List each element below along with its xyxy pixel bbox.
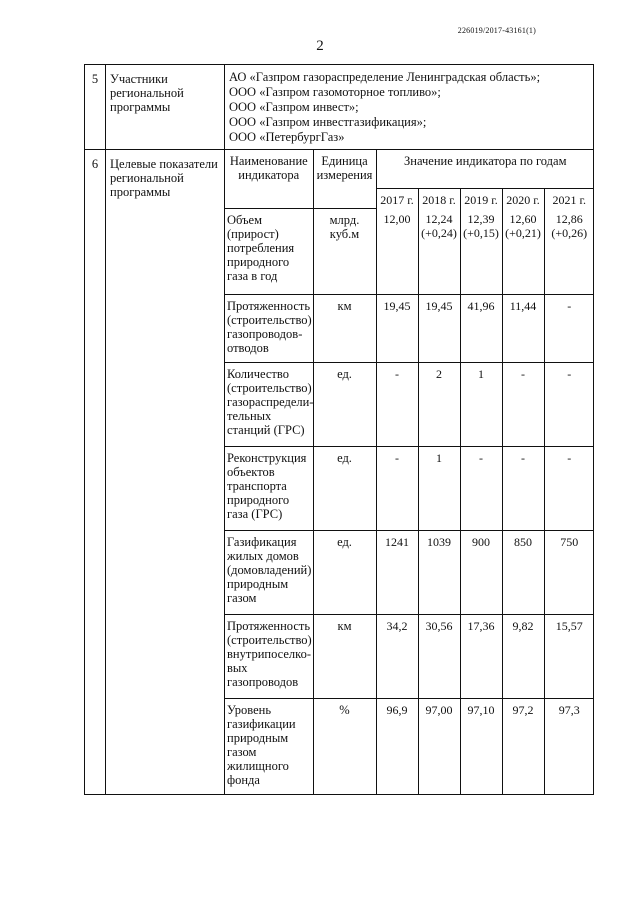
indicator-value: 12,24 <box>425 212 453 226</box>
indicator-value: 1241 <box>385 534 409 549</box>
indicator-value-cell <box>376 614 418 698</box>
indicator-value-cell <box>502 530 544 614</box>
indicator-unit: км <box>313 294 376 362</box>
indicator-value: 1 <box>436 450 442 465</box>
indicator-unit: ед. <box>313 446 376 530</box>
indicator-value: 19,45 <box>425 298 453 313</box>
indicator-value: - <box>395 366 399 381</box>
indicator-row <box>225 446 594 530</box>
indicator-value-cell <box>544 614 594 698</box>
indicator-unit: ед. <box>313 530 376 614</box>
indicator-value-cell <box>544 698 594 794</box>
participant-item: ООО «Газпром газомоторное топливо»; <box>229 85 441 99</box>
indicator-row <box>225 208 594 294</box>
indicator-value-cell <box>418 530 460 614</box>
indicator-value-cell <box>544 362 594 446</box>
indicator-name: Количество (строительство) газораспредели-тельных станций (ГРС) <box>225 362 313 446</box>
indicator-value: 750 <box>560 534 579 549</box>
indicator-value-cell <box>418 698 460 794</box>
year-header: 2018 г. <box>418 188 460 208</box>
indicator-value: 97,3 <box>558 702 580 717</box>
indicator-increment: (+0,26) <box>551 226 588 240</box>
program-passport-table <box>84 64 594 795</box>
indicator-value: 2 <box>436 366 442 381</box>
indicator-value-cell <box>418 362 460 446</box>
indicator-name: Объем (прирост) потребления природного газа в год <box>225 208 313 294</box>
indicator-value: 1 <box>478 366 484 381</box>
page-number: 2 <box>316 38 324 54</box>
indicator-value-cell <box>460 362 502 446</box>
indicator-row <box>225 294 594 362</box>
indicator-value-cell <box>544 446 594 530</box>
indicator-value: 41,96 <box>467 298 495 313</box>
indicator-value: 12,60 <box>509 212 537 226</box>
indicator-value: - <box>479 450 483 465</box>
indicator-value: 1039 <box>427 534 451 549</box>
indicator-value-cell <box>544 530 594 614</box>
indicator-value: 12,39 <box>467 212 495 226</box>
indicator-value: 12,86 <box>555 212 583 226</box>
column-header-values-by-year: Значение индикатора по годам <box>376 150 594 188</box>
indicator-value-cell <box>502 208 544 294</box>
section-5-label: Участники региональной программы <box>106 65 225 150</box>
participant-item: АО «Газпром газораспределение Ленинградская область»; <box>229 70 541 84</box>
indicator-value: - <box>567 298 572 313</box>
indicator-value: 17,36 <box>467 618 495 633</box>
indicators-cell <box>225 150 594 795</box>
indicator-unit: км <box>313 614 376 698</box>
document-number: 226019/2017-43161(1) <box>457 26 536 35</box>
indicator-value-cell <box>376 208 418 294</box>
indicator-name: Уровень газификации природным газом жилищного фонда <box>225 698 313 794</box>
indicator-row <box>225 362 594 446</box>
indicator-value-cell <box>418 294 460 362</box>
indicator-value: 30,56 <box>425 618 453 633</box>
indicator-value-cell <box>502 446 544 530</box>
indicator-value-cell <box>460 698 502 794</box>
indicator-value: 900 <box>472 534 490 549</box>
indicators-header-row <box>225 150 594 188</box>
indicator-value: 97,2 <box>512 702 534 717</box>
indicator-value-cell <box>460 446 502 530</box>
indicator-value: 97,10 <box>467 702 495 717</box>
indicator-value-cell <box>544 294 594 362</box>
indicators-table <box>225 150 594 794</box>
indicator-value: 97,00 <box>425 702 453 717</box>
indicator-value: 34,2 <box>386 618 408 633</box>
section-5-row <box>85 65 594 150</box>
indicator-value-cell <box>502 698 544 794</box>
indicator-value-cell <box>460 614 502 698</box>
indicator-value: 12,00 <box>383 212 411 226</box>
year-header: 2021 г. <box>544 188 594 208</box>
section-6-label: Целевые показатели региональной программы <box>106 150 225 795</box>
indicator-value-cell <box>502 362 544 446</box>
indicator-increment: (+0,24) <box>421 226 457 240</box>
indicator-value: 850 <box>514 534 532 549</box>
indicator-unit: ед. <box>313 362 376 446</box>
section-6-row <box>85 150 594 795</box>
indicator-value-cell <box>502 294 544 362</box>
indicator-value-cell <box>418 446 460 530</box>
indicator-row <box>225 614 594 698</box>
section-6-number: 6 <box>85 150 106 795</box>
participant-item: ООО «ПетербургГаз» <box>229 130 345 144</box>
indicator-value-cell <box>418 208 460 294</box>
year-header: 2019 г. <box>460 188 502 208</box>
indicator-value-cell <box>460 530 502 614</box>
indicator-rows <box>225 208 594 794</box>
indicator-value-cell <box>418 614 460 698</box>
indicator-row <box>225 698 594 794</box>
participant-item: ООО «Газпром инвест»; <box>229 100 359 114</box>
participants-list <box>225 65 594 150</box>
indicator-value-cell <box>376 362 418 446</box>
indicator-value: - <box>395 450 399 465</box>
indicator-row <box>225 530 594 614</box>
indicator-value: - <box>567 450 572 465</box>
indicator-value-cell <box>460 208 502 294</box>
indicator-value: - <box>521 366 525 381</box>
indicator-value-cell <box>376 446 418 530</box>
indicator-value-cell <box>460 294 502 362</box>
indicator-value: 15,57 <box>555 618 583 633</box>
indicator-value: 9,82 <box>512 618 534 633</box>
year-header: 2017 г. <box>376 188 418 208</box>
indicator-name: Протяженность (строительство) внутрипоселко-вых газопроводов <box>225 614 313 698</box>
indicator-value-cell <box>544 208 594 294</box>
indicator-value-cell <box>376 698 418 794</box>
section-5-number: 5 <box>85 65 106 150</box>
indicator-value-cell <box>376 530 418 614</box>
indicator-value: - <box>567 366 572 381</box>
participant-item: ООО «Газпром инвестгазификация»; <box>229 115 427 129</box>
indicator-value-cell <box>376 294 418 362</box>
indicator-value: 11,44 <box>509 298 537 313</box>
column-header-indicator-name: Наименование индикатора <box>225 150 313 208</box>
indicator-unit: % <box>313 698 376 794</box>
indicator-name: Реконструкция объектов транспорта природного газа (ГРС) <box>225 446 313 530</box>
indicator-name: Протяженность (строительство) газопроводов-отводов <box>225 294 313 362</box>
column-header-unit: Единица измерения <box>313 150 376 208</box>
indicator-value-cell <box>502 614 544 698</box>
indicator-increment: (+0,15) <box>463 226 499 240</box>
indicator-value: 19,45 <box>383 298 411 313</box>
year-header: 2020 г. <box>502 188 544 208</box>
indicator-increment: (+0,21) <box>505 226 541 240</box>
indicator-value: 96,9 <box>386 702 408 717</box>
indicator-unit: млрд. куб.м <box>313 208 376 294</box>
indicator-value: - <box>521 450 525 465</box>
indicator-name: Газификация жилых домов (домовладений) природным газом <box>225 530 313 614</box>
